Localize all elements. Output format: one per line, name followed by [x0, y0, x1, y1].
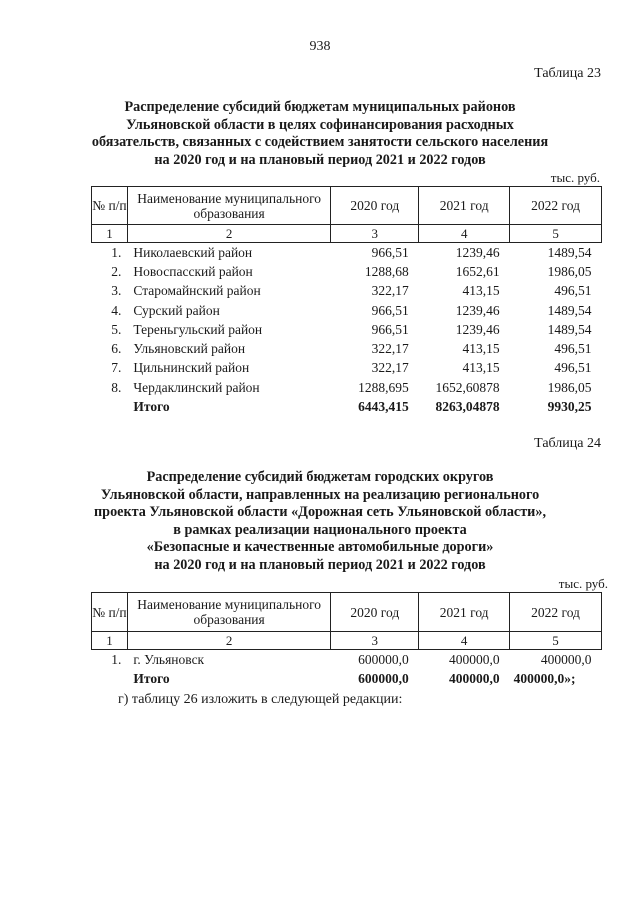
header-cell-number: № п/п	[92, 593, 128, 632]
table-row	[92, 359, 602, 378]
row-value-2020: 966,51	[371, 302, 409, 318]
row-value-2022: 496,51	[554, 283, 592, 299]
page-number: 938	[309, 39, 331, 54]
table-24-title	[80, 469, 560, 575]
closing-note: г) таблицу 26 изложить в следующей редакции:	[118, 692, 403, 707]
title-line: на 2020 год и на плановый период 2021 и 2022 годов	[154, 556, 486, 573]
row-value-2022: 1986,05	[547, 379, 592, 395]
row-name: Сурский район	[133, 302, 220, 318]
total-label: Итого	[133, 399, 170, 415]
table-header-row	[92, 187, 602, 225]
row-value-2022: 496,51	[554, 341, 592, 357]
column-number: 4	[419, 632, 510, 650]
row-value-2022: 1489,54	[547, 321, 592, 337]
row-value-2020: 322,17	[371, 341, 409, 357]
row-value-2020: 1288,695	[358, 379, 409, 395]
table-23-label: Таблица 23	[534, 66, 601, 81]
table-row	[92, 378, 602, 397]
header-cell-2020: 2020 год	[331, 187, 419, 225]
row-name: Цильнинский район	[133, 360, 250, 376]
total-label: Итого	[133, 670, 170, 686]
row-name: Старомайнский район	[133, 283, 261, 299]
row-number: 1.	[111, 651, 122, 667]
title-line: обязательств, связанных с содействием занятости сельского населения	[91, 134, 549, 151]
total-value-2020: 600000,0	[358, 670, 409, 686]
title-line: «Безопасные и качественные автомобильные дороги»	[146, 539, 494, 556]
table-23-title	[80, 99, 560, 169]
table-row	[92, 650, 602, 670]
column-number: 5	[510, 632, 602, 650]
total-row	[92, 669, 602, 688]
row-number: 6.	[111, 341, 122, 357]
row-value-2020: 966,51	[371, 244, 409, 260]
row-value-2021: 413,15	[462, 283, 500, 299]
column-number: 4	[419, 225, 510, 243]
column-number: 2	[127, 225, 330, 243]
row-value-2021: 1239,46	[455, 321, 500, 337]
row-value-2020: 322,17	[371, 283, 409, 299]
header-cell-number: № п/п	[92, 187, 128, 225]
total-value-2020: 6443,415	[358, 399, 409, 415]
header-cell-name: Наименование муниципального образования	[127, 593, 330, 632]
row-value-2021: 1239,46	[455, 302, 500, 318]
row-value-2021: 400000,0	[448, 651, 500, 667]
row-value-2022: 1489,54	[547, 244, 592, 260]
row-value-2022: 1986,05	[547, 263, 592, 279]
column-number: 1	[92, 225, 128, 243]
row-name: г. Ульяновск	[133, 651, 205, 667]
row-value-2020: 1288,68	[364, 263, 409, 279]
header-cell-2021: 2021 год	[419, 187, 510, 225]
row-name: Тереньгульский район	[133, 321, 263, 337]
row-value-2021: 413,15	[462, 360, 500, 376]
table-24	[91, 592, 602, 689]
row-value-2021: 1239,46	[455, 244, 500, 260]
column-number-row	[92, 632, 602, 650]
title-line: Распределение субсидий бюджетам муниципальных районов	[124, 99, 516, 115]
table-23	[91, 186, 602, 417]
row-value-2022: 400000,0	[540, 651, 592, 667]
table-row	[92, 320, 602, 339]
table-row	[92, 262, 602, 281]
total-row	[92, 397, 602, 416]
title-line: проекта Ульяновской области «Дорожная сеть Ульяновской области»,	[94, 504, 546, 521]
title-line: Распределение субсидий бюджетам городских округов	[146, 469, 494, 485]
header-cell-2022: 2022 год	[510, 593, 602, 632]
row-name: Ульяновский район	[133, 341, 246, 357]
row-value-2021: 413,15	[462, 341, 500, 357]
row-value-2022: 496,51	[554, 360, 592, 376]
column-number: 1	[92, 632, 128, 650]
row-value-2021: 1652,61	[455, 263, 500, 279]
title-line: на 2020 год и на плановый период 2021 и 2022 годов	[154, 151, 486, 168]
header-cell-name: Наименование муниципального образования	[127, 187, 330, 225]
row-number: 8.	[111, 379, 122, 395]
table-24-unit: тыс. руб.	[558, 576, 608, 591]
header-cell-2020: 2020 год	[331, 593, 419, 632]
row-number: 7.	[111, 360, 122, 376]
row-value-2020: 322,17	[371, 360, 409, 376]
row-name: Новоспасский район	[133, 263, 253, 279]
row-name: Чердаклинский район	[133, 379, 260, 395]
row-number: 5.	[111, 321, 122, 337]
row-number: 4.	[111, 302, 122, 318]
total-value-2021: 8263,04878	[435, 399, 500, 415]
table-row	[92, 301, 602, 320]
row-number: 1.	[111, 244, 122, 260]
total-value-2021: 400000,0	[448, 670, 500, 686]
row-number	[92, 669, 128, 688]
total-value-2022: 9930,25	[547, 399, 592, 415]
table-row	[92, 339, 602, 358]
title-line: Ульяновской области, направленных на реализацию регионального	[100, 486, 540, 503]
header-cell-2022: 2022 год	[510, 187, 602, 225]
column-number: 5	[510, 225, 602, 243]
column-number: 3	[331, 632, 419, 650]
title-line: Ульяновской области в целях софинансирования расходных	[126, 116, 514, 133]
row-number	[92, 397, 128, 416]
table-row	[92, 282, 602, 301]
table-24-label: Таблица 24	[534, 436, 601, 451]
row-name: Николаевский район	[133, 244, 253, 260]
row-value-2022: 1489,54	[547, 302, 592, 318]
title-line: в рамках реализации национального проекта	[173, 521, 467, 538]
column-number-row	[92, 225, 602, 243]
table-row	[92, 243, 602, 263]
header-cell-2021: 2021 год	[419, 593, 510, 632]
row-value-2020: 966,51	[371, 321, 409, 337]
row-value-2020: 600000,0	[358, 651, 409, 667]
total-value-2022: 400000,0»;	[513, 670, 576, 686]
row-value-2021: 1652,60878	[435, 379, 500, 395]
row-number: 2.	[111, 263, 122, 279]
row-number: 3.	[111, 283, 122, 299]
column-number: 2	[127, 632, 330, 650]
table-23-unit: тыс. руб.	[550, 170, 600, 185]
table-header-row	[92, 593, 602, 632]
column-number: 3	[331, 225, 419, 243]
